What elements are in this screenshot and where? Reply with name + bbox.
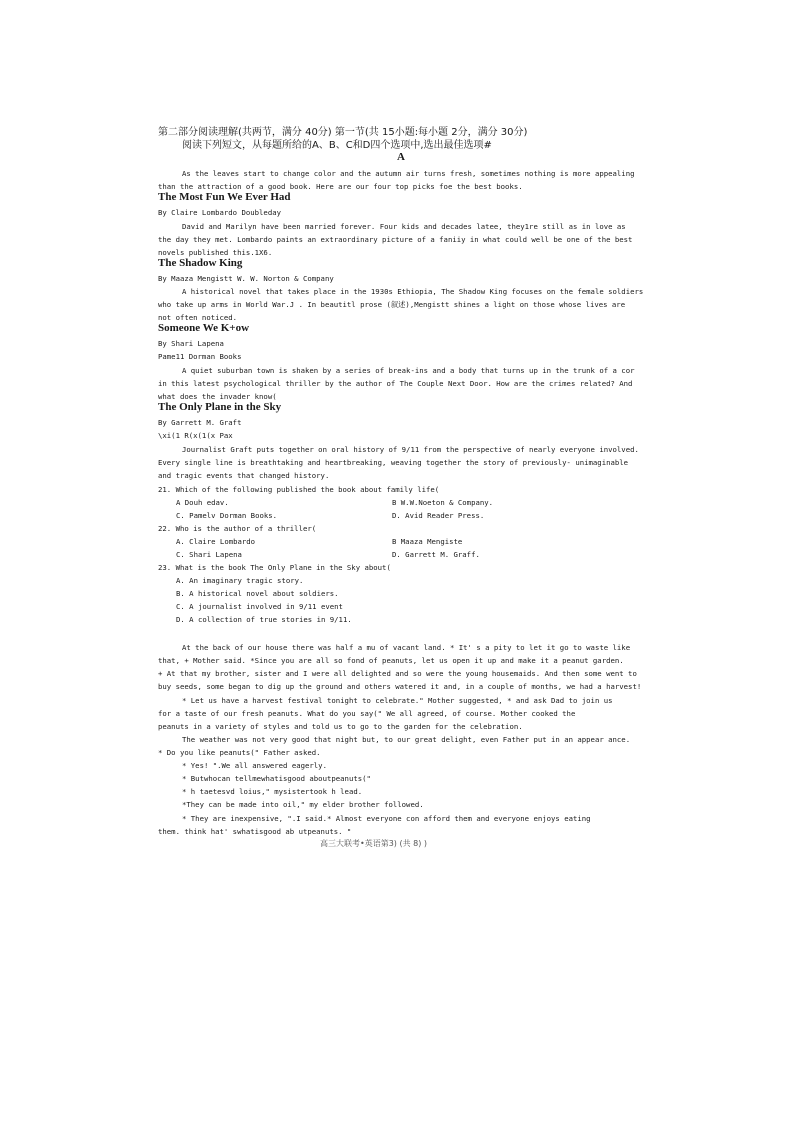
q22-option-d: D. Garrett M. Graff.: [392, 550, 480, 559]
q23-option-a: A. An imaginary tragic story.: [176, 576, 304, 585]
book4-text-1: Journalist Graft puts together on oral history of 9/11 from the perspective of nearly everyone involved.: [182, 445, 639, 454]
book2-author: By Maaza Mengistt W. W. Norton & Company: [158, 274, 334, 283]
passage-b-line-14: * They are inexpensive, ".I said.* Almost everyone con afford them and everyone enjoys eating: [182, 814, 591, 823]
book4-title: The Only Plane in the Sky: [158, 401, 282, 413]
passage-b-line-13: *They can be made into oil," my elder brother followed.: [182, 800, 424, 809]
book4-text-3: and tragic events that changed history.: [158, 471, 330, 480]
question-22: 22. Who is the author of a thriller(: [158, 524, 317, 533]
book1-author: By Claire Lombardo Doubleday: [158, 208, 282, 217]
intro-line-1: As the leaves start to change color and the autumn air turns fresh, sometimes nothing is more appealing: [182, 169, 635, 178]
q22-option-a: A. Claire Lombardo: [176, 537, 256, 546]
book1-text-2: the day they met. Lombardo paints an extraordinary picture of a faniiy in what could well be one of the best: [158, 235, 633, 244]
passage-b-line-12: * h taetesvd loius," mysistertook h lead.: [182, 787, 363, 796]
passage-b-line-7: peanuts in a variety of styles and told us to go to the garden for the celebration.: [158, 722, 523, 731]
q21-option-b: B W.W.Noeton & Company.: [392, 498, 494, 507]
passage-b-line-9: * Do you like peanuts(" Father asked.: [158, 748, 321, 757]
intro-line-2: than the attraction of a good book. Here are our four top picks foe the best books.: [158, 182, 523, 191]
book4-text-2: Every single line is breathtaking and heartbreaking, weaving together the story of previously- unimaginable: [158, 458, 629, 467]
passage-b-line-2: that, + Mother said. *Since you are all so fond of peanuts, let us open it up and make it a peanut garden.: [158, 656, 624, 665]
passage-b-line-3: + At that my brother, sister and I were all delighted and so were the young housemaids. And then some went to: [158, 669, 637, 678]
book2-text-2: who take up arms in World War.J . In beautitl prose (叙述),Mengistt shines a light on those whose lives are: [158, 300, 626, 309]
page-footer: 高三大联考•英语第3) (共 8) ): [320, 839, 428, 848]
book2-text-3: not often noticed.: [158, 313, 238, 322]
book3-publisher: Pame11 Dorman Books: [158, 352, 242, 361]
instruction-line: 阅读下列短文，从每题所给的A、B、C和D四个选项中,选出最佳选项#: [182, 140, 492, 151]
q23-option-c: C. A journalist involved in 9/11 event: [176, 602, 343, 611]
q22-option-c: C. Shari Lapena: [176, 550, 242, 559]
book3-text-1: A quiet suburban town is shaken by a series of break-ins and a body that turns up in the trunk of a cor: [182, 366, 635, 375]
q22-option-b: B Maaza Mengiste: [392, 537, 463, 546]
passage-b-line-10: * Yes! ".We all answered eagerly.: [182, 761, 327, 770]
book2-text-1: A historical novel that takes place in the 1930s Ethiopia, The Shadow King focuses on the female soldiers: [182, 287, 644, 296]
book1-title: The Most Fun We Ever Had: [158, 191, 291, 203]
q23-option-b: B. A historical novel about soldiers.: [176, 589, 339, 598]
book4-author: By Garrett M. Graft: [158, 418, 242, 427]
passage-b-line-1: At the back of our house there was half a mu of vacant land. * It' s a pity to let it go to waste like: [182, 643, 631, 652]
section-heading: 第二部分阅读理解(共两节，满分 40分) 第一节(共 15小题:每小题 2分，满分 30分): [158, 127, 528, 138]
book1-text-1: David and Marilyn have been married forever. Four kids and decades latee, they1re still as in love as: [182, 222, 626, 231]
q21-option-d: D. Avid Reader Press.: [392, 511, 485, 520]
book3-author: By Shari Lapena: [158, 339, 224, 348]
q23-option-d: D. A collection of true stories in 9/11.: [176, 615, 352, 624]
passage-b-line-4: buy seeds, some began to dig up the ground and others watered it and, in a couple of months, we had a harvest!: [158, 682, 642, 691]
passage-b-line-6: for a taste of our fresh peanuts. What do you say(" We all agreed, of course. Mother cooked the: [158, 709, 576, 718]
passage-b-line-11: * Butwhocan tellmewhatisgood aboutpeanuts(": [182, 774, 371, 783]
book3-text-3: what does the invader know(: [158, 392, 277, 401]
passage-b-line-8: The weather was not very good that night but, to our great delight, even Father put in an appear ance.: [182, 735, 631, 744]
passage-b-line-5: * Let us have a harvest festival tonight to celebrate." Mother suggested, * and ask Dad to join us: [182, 696, 613, 705]
book3-text-2: in this latest psychological thriller by the author of The Couple Next Door. How are the crimes related? And: [158, 379, 633, 388]
book2-title: The Shadow King: [158, 257, 243, 269]
question-23: 23. What is the book The Only Plane in the Sky about(: [158, 563, 391, 572]
passage-letter: A: [397, 151, 405, 163]
q21-option-c: C. Pamelv Dorman Books.: [176, 511, 278, 520]
q21-option-a: A Douh edav.: [176, 498, 229, 507]
book1-text-3: novels published this.1X6.: [158, 248, 273, 257]
question-21: 21. Which of the following published the book about family life(: [158, 485, 440, 494]
book3-title: Someone We K+ow: [158, 322, 250, 334]
passage-b-line-15: them. think hat' swhatisgood ab utpeanuts. ": [158, 827, 352, 836]
book4-publisher: \xi(1 R(x(1(x Pax: [158, 431, 233, 440]
